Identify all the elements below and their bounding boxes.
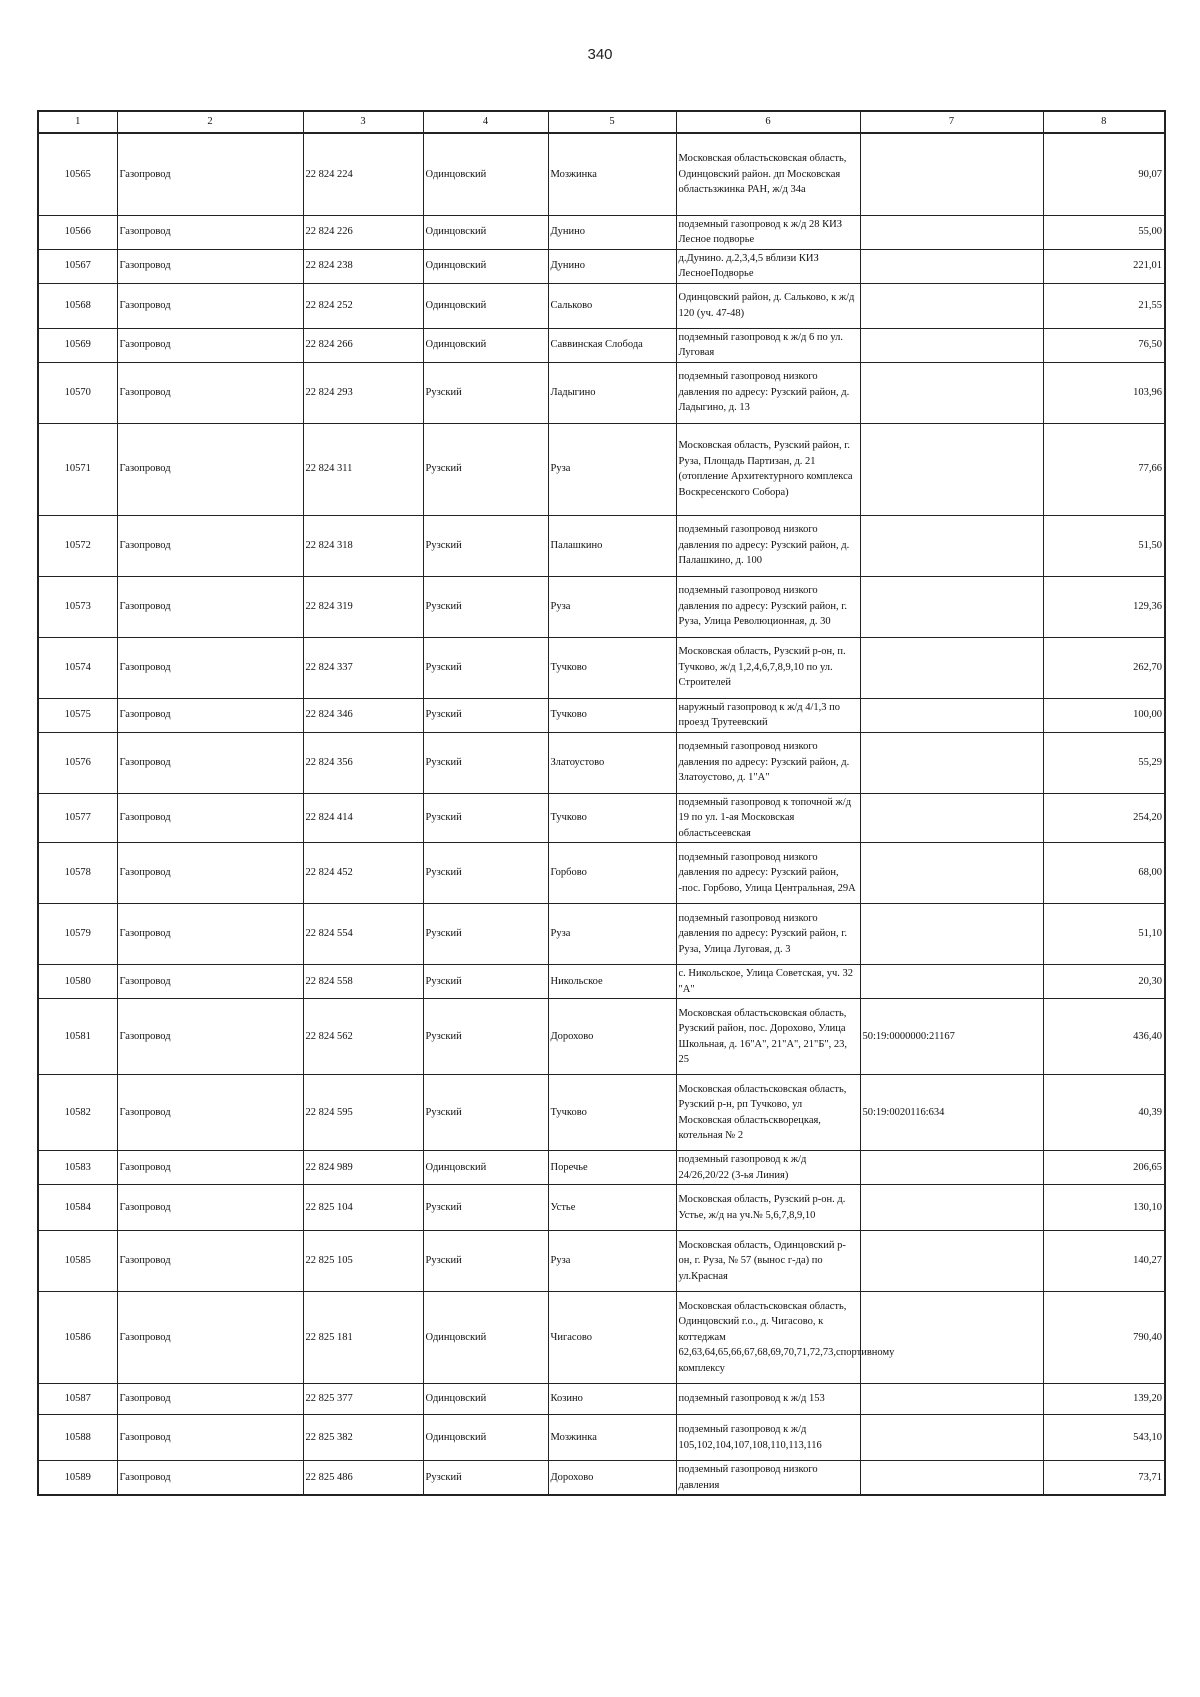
- row-number: 10571: [38, 423, 117, 515]
- object-code: 22 824 224: [303, 133, 423, 215]
- locality-name: Руза: [548, 904, 676, 965]
- object-code: 22 824 356: [303, 732, 423, 793]
- locality-name: Козино: [548, 1384, 676, 1415]
- cadastral-number: [860, 215, 1043, 249]
- row-number: 10586: [38, 1292, 117, 1384]
- registry-table: [37, 110, 1166, 1496]
- row-number: 10588: [38, 1415, 117, 1461]
- object-code: 22 824 554: [303, 904, 423, 965]
- district-name: Одинцовский: [423, 249, 548, 283]
- object-code: 22 824 226: [303, 215, 423, 249]
- address-description: подземный газопровод низкого давления по адресу: Рузский район, -пос. Горбово, Улица Центральная, 29А: [676, 843, 860, 904]
- table-row: [38, 698, 1165, 732]
- district-name: Рузский: [423, 576, 548, 637]
- locality-name: Тучково: [548, 793, 676, 843]
- cadastral-number: 50:19:0020116:634: [860, 1075, 1043, 1151]
- object-name: Газопровод: [117, 1185, 303, 1231]
- address-description: Московская область, Одинцовский р-он, г. Руза, № 57 (вынос г-да) по ул.Красная: [676, 1231, 860, 1292]
- table-row: [38, 732, 1165, 793]
- object-name: Газопровод: [117, 793, 303, 843]
- cadastral-number: [860, 637, 1043, 698]
- object-name: Газопровод: [117, 1151, 303, 1185]
- object-code: 22 825 382: [303, 1415, 423, 1461]
- cadastral-number: 50:19:0000000:21167: [860, 999, 1043, 1075]
- object-code: 22 824 346: [303, 698, 423, 732]
- locality-name: Горбово: [548, 843, 676, 904]
- locality-name: Поречье: [548, 1151, 676, 1185]
- cadastral-number: [860, 1151, 1043, 1185]
- locality-name: Мозжинка: [548, 133, 676, 215]
- object-name: Газопровод: [117, 249, 303, 283]
- length-value: 543,10: [1043, 1415, 1165, 1461]
- row-number: 10583: [38, 1151, 117, 1185]
- column-header-1: 1: [38, 111, 117, 133]
- district-name: Рузский: [423, 423, 548, 515]
- address-description: Московская область, Рузский р-он. д. Устье, ж/д на уч.№ 5,6,7,8,9,10: [676, 1185, 860, 1231]
- table-row: [38, 637, 1165, 698]
- object-code: 22 824 252: [303, 283, 423, 328]
- table-body: [38, 133, 1165, 1495]
- locality-name: Мозжинка: [548, 1415, 676, 1461]
- locality-name: Руза: [548, 576, 676, 637]
- table-row: [38, 965, 1165, 999]
- row-number: 10570: [38, 362, 117, 423]
- locality-name: Дорохово: [548, 999, 676, 1075]
- object-name: Газопровод: [117, 133, 303, 215]
- object-name: Газопровод: [117, 328, 303, 362]
- cadastral-number: [860, 793, 1043, 843]
- object-name: Газопровод: [117, 1384, 303, 1415]
- row-number: 10581: [38, 999, 117, 1075]
- table-row: [38, 1151, 1165, 1185]
- length-value: 55,00: [1043, 215, 1165, 249]
- cadastral-number: [860, 133, 1043, 215]
- column-header-3: 3: [303, 111, 423, 133]
- object-name: Газопровод: [117, 1461, 303, 1496]
- length-value: 55,29: [1043, 732, 1165, 793]
- locality-name: Саввинская Слобода: [548, 328, 676, 362]
- address-description: подземный газопровод низкого давления: [676, 1461, 860, 1496]
- table-row: [38, 1415, 1165, 1461]
- object-name: Газопровод: [117, 1075, 303, 1151]
- table-row: [38, 283, 1165, 328]
- locality-name: Дунино: [548, 215, 676, 249]
- district-name: Рузский: [423, 732, 548, 793]
- locality-name: Никольское: [548, 965, 676, 999]
- row-number: 10576: [38, 732, 117, 793]
- district-name: Рузский: [423, 1075, 548, 1151]
- object-name: Газопровод: [117, 215, 303, 249]
- table-row: [38, 1075, 1165, 1151]
- row-number: 10587: [38, 1384, 117, 1415]
- object-name: Газопровод: [117, 843, 303, 904]
- address-description: подземный газопровод к ж/д 6 по ул. Луговая: [676, 328, 860, 362]
- length-value: 51,10: [1043, 904, 1165, 965]
- page-number: 340: [587, 46, 613, 63]
- object-code: 22 824 319: [303, 576, 423, 637]
- object-name: Газопровод: [117, 362, 303, 423]
- cadastral-number: [860, 904, 1043, 965]
- column-header-8: 8: [1043, 111, 1165, 133]
- row-number: 10582: [38, 1075, 117, 1151]
- locality-name: Чигасово: [548, 1292, 676, 1384]
- column-header-6: 6: [676, 111, 860, 133]
- object-name: Газопровод: [117, 698, 303, 732]
- length-value: 90,07: [1043, 133, 1165, 215]
- address-description: Одинцовский район, д. Сальково, к ж/д 120 (уч. 47-48): [676, 283, 860, 328]
- address-description: подземный газопровод к топочной ж/д 19 по ул. 1-ая Московская областьсеевская: [676, 793, 860, 843]
- cadastral-number: [860, 576, 1043, 637]
- length-value: 73,71: [1043, 1461, 1165, 1496]
- district-name: Одинцовский: [423, 283, 548, 328]
- locality-name: Дунино: [548, 249, 676, 283]
- length-value: 76,50: [1043, 328, 1165, 362]
- address-description: подземный газопровод низкого давления по адресу: Рузский район, г. Руза, Улица Революционная, д. 30: [676, 576, 860, 637]
- object-name: Газопровод: [117, 1415, 303, 1461]
- table-header: [38, 111, 1165, 133]
- district-name: Одинцовский: [423, 1415, 548, 1461]
- length-value: 436,40: [1043, 999, 1165, 1075]
- locality-name: Палашкино: [548, 515, 676, 576]
- cadastral-number: [860, 1292, 1043, 1384]
- district-name: Одинцовский: [423, 1292, 548, 1384]
- row-number: 10585: [38, 1231, 117, 1292]
- row-number: 10565: [38, 133, 117, 215]
- address-description: д.Дунино. д.2,3,4,5 вблизи КИЗ ЛесноеПодворье: [676, 249, 860, 283]
- object-code: 22 824 311: [303, 423, 423, 515]
- length-value: 129,36: [1043, 576, 1165, 637]
- length-value: 206,65: [1043, 1151, 1165, 1185]
- district-name: Одинцовский: [423, 328, 548, 362]
- row-number: 10589: [38, 1461, 117, 1496]
- locality-name: Устье: [548, 1185, 676, 1231]
- district-name: Рузский: [423, 1231, 548, 1292]
- address-description: Московская область, Рузский р-он, п. Тучково, ж/д 1,2,4,6,7,8,9,10 по ул. Строителей: [676, 637, 860, 698]
- column-header-2: 2: [117, 111, 303, 133]
- object-name: Газопровод: [117, 515, 303, 576]
- table-row: [38, 328, 1165, 362]
- cadastral-number: [860, 328, 1043, 362]
- cadastral-number: [860, 1415, 1043, 1461]
- cadastral-number: [860, 1461, 1043, 1496]
- length-value: 51,50: [1043, 515, 1165, 576]
- length-value: 68,00: [1043, 843, 1165, 904]
- row-number: 10568: [38, 283, 117, 328]
- address-description: подземный газопровод низкого давления по адресу: Рузский район, д. Палашкино, д. 100: [676, 515, 860, 576]
- object-code: 22 825 486: [303, 1461, 423, 1496]
- cadastral-number: [860, 362, 1043, 423]
- table-row: [38, 904, 1165, 965]
- object-code: 22 824 562: [303, 999, 423, 1075]
- district-name: Одинцовский: [423, 133, 548, 215]
- column-header-4: 4: [423, 111, 548, 133]
- object-code: 22 825 105: [303, 1231, 423, 1292]
- object-name: Газопровод: [117, 732, 303, 793]
- table-row: [38, 793, 1165, 843]
- cadastral-number: [860, 732, 1043, 793]
- table-row: [38, 215, 1165, 249]
- length-value: 790,40: [1043, 1292, 1165, 1384]
- object-code: 22 824 452: [303, 843, 423, 904]
- object-code: 22 824 266: [303, 328, 423, 362]
- row-number: 10566: [38, 215, 117, 249]
- length-value: 77,66: [1043, 423, 1165, 515]
- locality-name: Сальково: [548, 283, 676, 328]
- locality-name: Златоустово: [548, 732, 676, 793]
- cadastral-number: [860, 1384, 1043, 1415]
- table-row: [38, 1292, 1165, 1384]
- address-description: подземный газопровод к ж/д 28 КИЗ Лесное подворье: [676, 215, 860, 249]
- district-name: Рузский: [423, 904, 548, 965]
- cadastral-number: [860, 515, 1043, 576]
- length-value: 139,20: [1043, 1384, 1165, 1415]
- row-number: 10569: [38, 328, 117, 362]
- table-row: [38, 1384, 1165, 1415]
- address-description: Московская областьсковская область, Рузский район, пос. Дорохово, Улица Школьная, д. 16"А", 21"А", 21"Б", 23, 25: [676, 999, 860, 1075]
- locality-name: Тучково: [548, 637, 676, 698]
- column-header-7: 7: [860, 111, 1043, 133]
- row-number: 10574: [38, 637, 117, 698]
- object-name: Газопровод: [117, 637, 303, 698]
- cadastral-number: [860, 1231, 1043, 1292]
- length-value: 221,01: [1043, 249, 1165, 283]
- object-name: Газопровод: [117, 576, 303, 637]
- district-name: Рузский: [423, 362, 548, 423]
- address-description: подземный газопровод к ж/д 153: [676, 1384, 860, 1415]
- district-name: Рузский: [423, 793, 548, 843]
- address-description: с. Никольское, Улица Советская, уч. 32 "А": [676, 965, 860, 999]
- row-number: 10577: [38, 793, 117, 843]
- address-description: Московская областьсковская область, Одинцовский район. дп Московская областьзжинка РАН, ж/д 34а: [676, 133, 860, 215]
- address-description: подземный газопровод низкого давления по адресу: Рузский район, г. Руза, Улица Луговая, д. 3: [676, 904, 860, 965]
- row-number: 10567: [38, 249, 117, 283]
- locality-name: Тучково: [548, 698, 676, 732]
- object-name: Газопровод: [117, 1292, 303, 1384]
- object-code: 22 824 318: [303, 515, 423, 576]
- object-name: Газопровод: [117, 904, 303, 965]
- table-row: [38, 133, 1165, 215]
- object-name: Газопровод: [117, 283, 303, 328]
- length-value: 130,10: [1043, 1185, 1165, 1231]
- locality-name: Тучково: [548, 1075, 676, 1151]
- row-number: 10572: [38, 515, 117, 576]
- district-name: Рузский: [423, 1461, 548, 1496]
- row-number: 10578: [38, 843, 117, 904]
- row-number: 10580: [38, 965, 117, 999]
- object-code: 22 824 238: [303, 249, 423, 283]
- table-row: [38, 1185, 1165, 1231]
- table-row: [38, 249, 1165, 283]
- object-code: 22 824 337: [303, 637, 423, 698]
- cadastral-number: [860, 1185, 1043, 1231]
- locality-name: Дорохово: [548, 1461, 676, 1496]
- table-row: [38, 843, 1165, 904]
- object-name: Газопровод: [117, 999, 303, 1075]
- cadastral-number: [860, 423, 1043, 515]
- table-row: [38, 999, 1165, 1075]
- cadastral-number: [860, 283, 1043, 328]
- length-value: 21,55: [1043, 283, 1165, 328]
- district-name: Рузский: [423, 843, 548, 904]
- column-header-5: 5: [548, 111, 676, 133]
- locality-name: Ладыгино: [548, 362, 676, 423]
- address-description: наружный газопровод к ж/д 4/1,3 по проезд Трутеевский: [676, 698, 860, 732]
- address-description: Московская область, Рузский район, г. Руза, Площадь Партизан, д. 21 (отопление Архитектурного комплекса Воскресенского Собора): [676, 423, 860, 515]
- length-value: 262,70: [1043, 637, 1165, 698]
- object-code: 22 825 377: [303, 1384, 423, 1415]
- cadastral-number: [860, 249, 1043, 283]
- table-row: [38, 423, 1165, 515]
- object-code: 22 824 595: [303, 1075, 423, 1151]
- district-name: Одинцовский: [423, 1384, 548, 1415]
- length-value: 40,39: [1043, 1075, 1165, 1151]
- length-value: 140,27: [1043, 1231, 1165, 1292]
- table-row: [38, 1231, 1165, 1292]
- address-description: Московская областьсковская область, Рузский р-н, рп Тучково, ул Московская областьскворецкая, котельная № 2: [676, 1075, 860, 1151]
- object-code: 22 824 414: [303, 793, 423, 843]
- object-code: 22 825 104: [303, 1185, 423, 1231]
- district-name: Рузский: [423, 637, 548, 698]
- table-row: [38, 362, 1165, 423]
- district-name: Рузский: [423, 515, 548, 576]
- length-value: 254,20: [1043, 793, 1165, 843]
- row-number: 10573: [38, 576, 117, 637]
- address-description: подземный газопровод низкого давления по адресу: Рузский район, д. Ладыгино, д. 13: [676, 362, 860, 423]
- address-description: подземный газопровод низкого давления по адресу: Рузский район, д. Златоустово, д. 1"А": [676, 732, 860, 793]
- district-name: Рузский: [423, 698, 548, 732]
- district-name: Рузский: [423, 965, 548, 999]
- row-number: 10575: [38, 698, 117, 732]
- district-name: Рузский: [423, 1185, 548, 1231]
- table-row: [38, 515, 1165, 576]
- cadastral-number: [860, 843, 1043, 904]
- object-code: 22 824 989: [303, 1151, 423, 1185]
- cadastral-number: [860, 698, 1043, 732]
- address-description: Московская областьсковская область, Одинцовский г.о., д. Чигасово, к коттеджам 62,63,64,65,66,67,68,69,70,71,72,73,спортивному комплексу: [676, 1292, 860, 1384]
- object-code: 22 825 181: [303, 1292, 423, 1384]
- length-value: 100,00: [1043, 698, 1165, 732]
- length-value: 20,30: [1043, 965, 1165, 999]
- object-name: Газопровод: [117, 1231, 303, 1292]
- district-name: Рузский: [423, 999, 548, 1075]
- row-number: 10584: [38, 1185, 117, 1231]
- locality-name: Руза: [548, 423, 676, 515]
- row-number: 10579: [38, 904, 117, 965]
- table-row: [38, 1461, 1165, 1496]
- district-name: Одинцовский: [423, 215, 548, 249]
- table-row: [38, 576, 1165, 637]
- address-description: подземный газопровод к ж/д 105,102,104,107,108,110,113,116: [676, 1415, 860, 1461]
- district-name: Одинцовский: [423, 1151, 548, 1185]
- object-code: 22 824 558: [303, 965, 423, 999]
- object-code: 22 824 293: [303, 362, 423, 423]
- locality-name: Руза: [548, 1231, 676, 1292]
- address-description: подземный газопровод к ж/д 24/26,20/22 (3-ья Линия): [676, 1151, 860, 1185]
- object-name: Газопровод: [117, 423, 303, 515]
- length-value: 103,96: [1043, 362, 1165, 423]
- cadastral-number: [860, 965, 1043, 999]
- object-name: Газопровод: [117, 965, 303, 999]
- header-row: [38, 111, 1165, 133]
